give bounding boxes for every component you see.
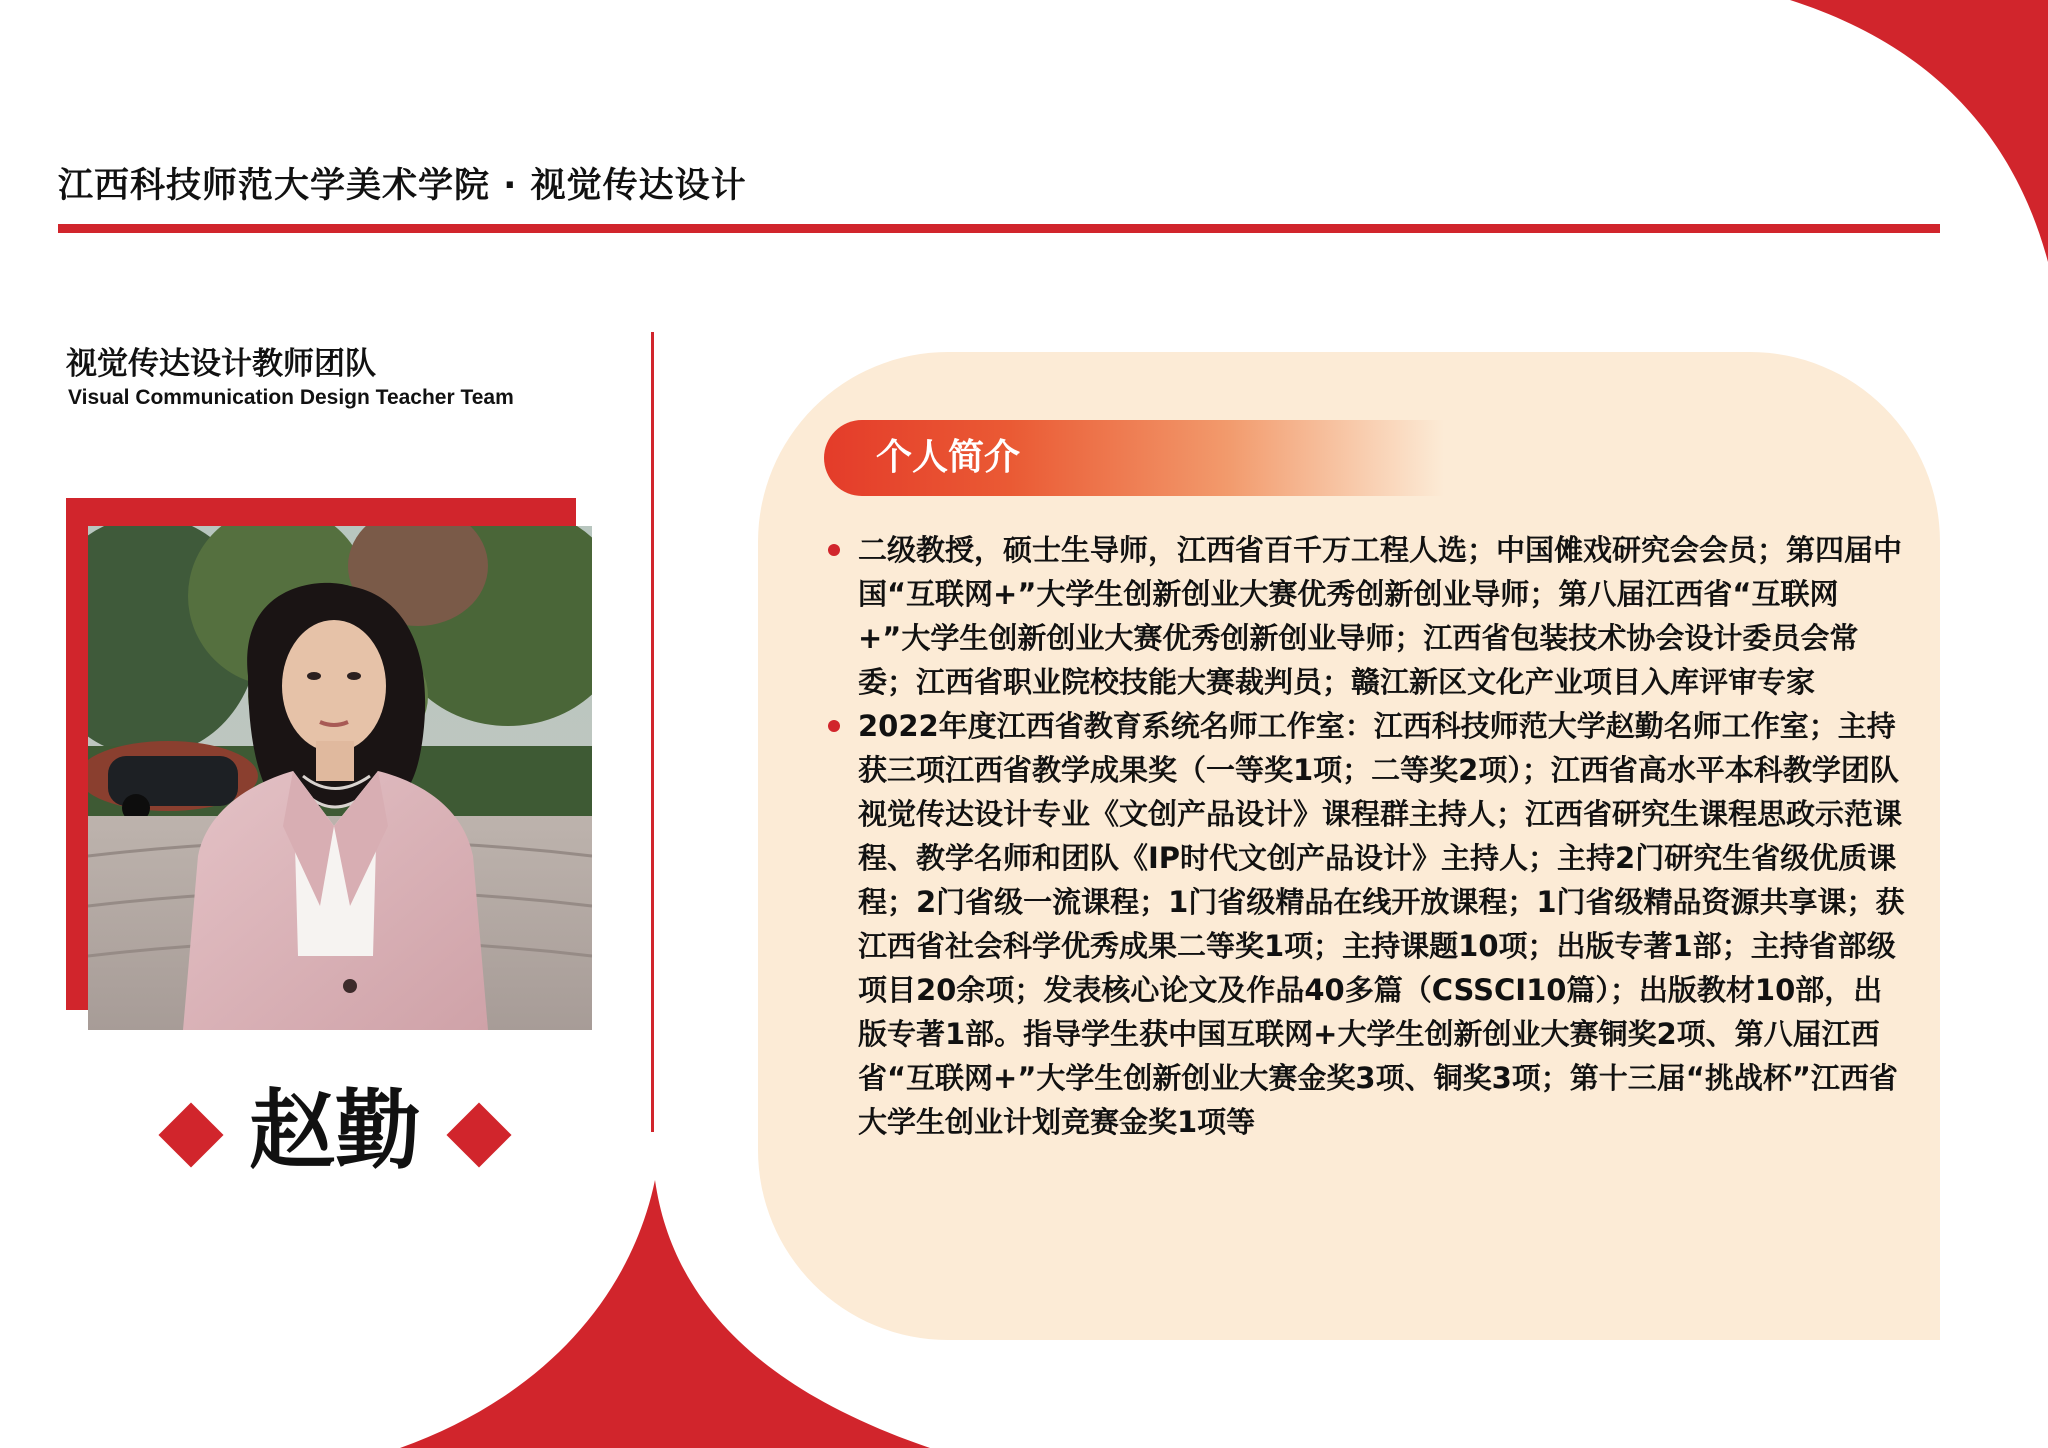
bio-item — [828, 528, 1910, 704]
bullet-dot-icon — [828, 544, 840, 556]
portrait-photo — [88, 526, 592, 1030]
teacher-name: 赵勤 — [249, 1081, 421, 1181]
bullet-dot-icon — [828, 720, 840, 732]
bio-item — [828, 704, 1910, 1144]
diamond-right-icon — [446, 1102, 511, 1167]
name-row — [160, 1081, 510, 1181]
top-right-red-shape — [1790, 0, 2048, 262]
institution-title: 江西科技师范大学美术学院 · 视觉传达设计 — [58, 166, 747, 206]
diamond-left-icon — [158, 1102, 223, 1167]
vertical-divider — [651, 332, 654, 1132]
section-label: 个人简介 — [876, 437, 1021, 478]
bio-item-text: 2022年度江西省教育系统名师工作室：江西科技师范大学赵勤名师工作室；主持获三项江西省教学成果奖（一等奖1项；二等奖2项）；江西省高水平本科教学团队视觉传达设计专业《文创产品设计》课程群主持人；江西省研究生课程思政示范课程、教学名师和团队《IP时代文创产品设计》主持人；主持2门研究生省级优质课程；2门省级一流课程；1门省级精品在线开放课程；1门省级精品资源共享课；获江西省社会科学优秀成果二等奖1项；主持课题10项；出版专著1部；主持省部级项目20余项；发表核心论文及作品40多篇（CSSCI10篇）；出版教材10部，出版专著1部。指导学生获中国互联网+大学生创新创业大赛铜奖2项、第八届江西省“互联网+”大学生创新创业大赛金奖3项、铜奖3项；第十三届“挑战杯”江西省大学生创业计划竞赛金奖1项等 — [858, 709, 1905, 1139]
team-title-cn: 视觉传达设计教师团队 — [66, 346, 376, 382]
header-divider — [58, 224, 1940, 233]
bio-list — [828, 528, 1910, 1144]
bio-item-text: 二级教授，硕士生导师，江西省百千万工程人选；中国傩戏研究会会员；第四届中国“互联网+”大学生创新创业大赛优秀创新创业导师；第八届江西省“互联网+”大学生创新创业大赛优秀创新创业导师；江西省包装技术协会设计委员会常委；江西省职业院校技能大赛裁判员；赣江新区文化产业项目入库评审专家 — [858, 533, 1903, 699]
team-title-en: Visual Communication Design Teacher Team — [68, 386, 514, 409]
section-tag — [824, 420, 1444, 496]
